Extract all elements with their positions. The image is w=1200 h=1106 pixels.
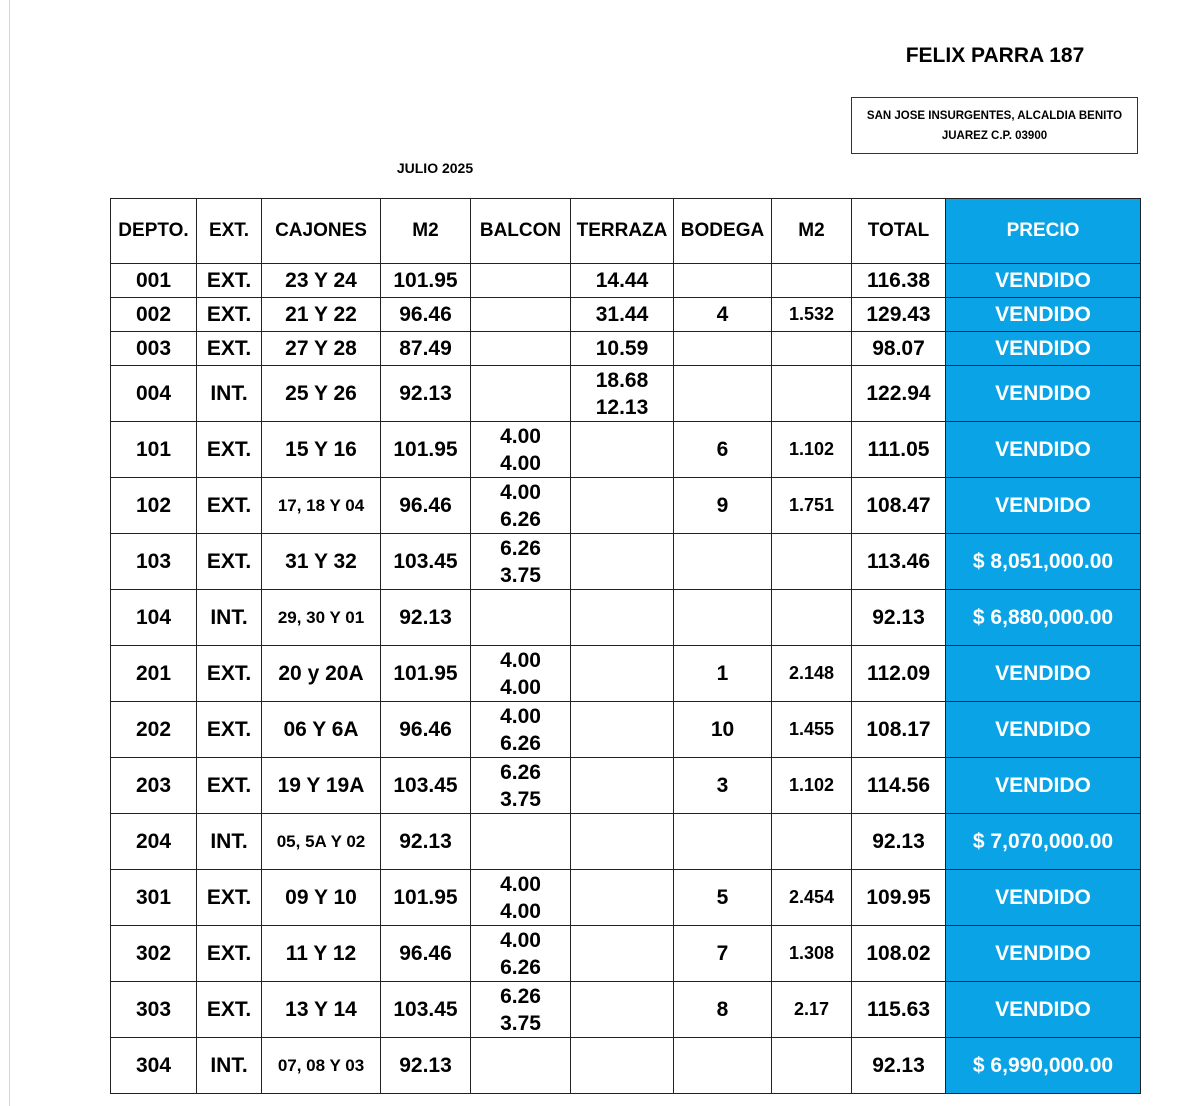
- depto-cell: 002: [111, 298, 197, 332]
- precio-cell: VENDIDO: [946, 298, 1141, 332]
- m2-cell: 92.13: [381, 366, 471, 422]
- balcon-cell-value: 4.00: [500, 424, 541, 448]
- bodega-cell: 7: [674, 926, 772, 982]
- total-cell: 92.13: [852, 1038, 946, 1094]
- table-row: [111, 332, 1141, 366]
- m2-cell: 103.45: [381, 534, 471, 590]
- precio-cell: VENDIDO: [946, 926, 1141, 982]
- m2-cell: 92.13: [381, 814, 471, 870]
- depto-cell: 101: [111, 422, 197, 478]
- depto-cell: 203: [111, 758, 197, 814]
- terraza-cell: [571, 702, 674, 758]
- m2-cell: 96.46: [381, 926, 471, 982]
- total-cell: 129.43: [852, 298, 946, 332]
- address-box: [851, 97, 1138, 154]
- header-ext: EXT.: [197, 199, 262, 264]
- balcon-cell: [471, 478, 571, 534]
- depto-cell: 201: [111, 646, 197, 702]
- cajones-cell: 23 Y 24: [262, 264, 381, 298]
- balcon-cell-value: 4.00: [500, 675, 541, 699]
- bodega-cell: [674, 590, 772, 646]
- precio-cell: VENDIDO: [946, 758, 1141, 814]
- bodega-cell: 1: [674, 646, 772, 702]
- total-cell: 112.09: [852, 646, 946, 702]
- precio-cell: VENDIDO: [946, 422, 1141, 478]
- depto-cell: 301: [111, 870, 197, 926]
- balcon-cell: [471, 264, 571, 298]
- bodega-cell: [674, 366, 772, 422]
- document-title: FELIX PARRA 187: [905, 44, 1085, 67]
- bodega-m2-cell: [772, 590, 852, 646]
- m2-cell: 92.13: [381, 1038, 471, 1094]
- ext-cell: EXT.: [197, 758, 262, 814]
- table-row: [111, 590, 1141, 646]
- balcon-cell-value: 3.75: [500, 563, 541, 587]
- precio-cell: VENDIDO: [946, 702, 1141, 758]
- cajones-cell: 20 y 20A: [262, 646, 381, 702]
- depto-cell: 103: [111, 534, 197, 590]
- header-bodega: BODEGA: [674, 199, 772, 264]
- table-row: [111, 702, 1141, 758]
- m2-cell: 103.45: [381, 758, 471, 814]
- terraza-cell: [571, 982, 674, 1038]
- total-cell: 92.13: [852, 814, 946, 870]
- ext-cell: EXT.: [197, 332, 262, 366]
- ext-cell: EXT.: [197, 926, 262, 982]
- bodega-cell: 10: [674, 702, 772, 758]
- bodega-m2-cell: 1.532: [772, 298, 852, 332]
- table-row: [111, 534, 1141, 590]
- bodega-m2-cell: 1.102: [772, 422, 852, 478]
- ext-cell: INT.: [197, 1038, 262, 1094]
- ext-cell: EXT.: [197, 264, 262, 298]
- balcon-cell-value: 4.00: [500, 872, 541, 896]
- bodega-m2-cell: 1.308: [772, 926, 852, 982]
- precio-cell: VENDIDO: [946, 646, 1141, 702]
- month-label: JULIO 2025: [396, 160, 474, 176]
- total-cell: 115.63: [852, 982, 946, 1038]
- bodega-cell: 5: [674, 870, 772, 926]
- bodega-m2-cell: 2.454: [772, 870, 852, 926]
- cajones-cell: 25 Y 26: [262, 366, 381, 422]
- depto-cell: 001: [111, 264, 197, 298]
- total-cell: 122.94: [852, 366, 946, 422]
- ext-cell: EXT.: [197, 534, 262, 590]
- balcon-cell: [471, 758, 571, 814]
- terraza-cell-value: 12.13: [595, 395, 649, 419]
- depto-cell: 102: [111, 478, 197, 534]
- terraza-cell: [571, 814, 674, 870]
- depto-cell: 202: [111, 702, 197, 758]
- table-row: [111, 758, 1141, 814]
- bodega-cell: 3: [674, 758, 772, 814]
- ext-cell: EXT.: [197, 982, 262, 1038]
- bodega-m2-cell: [772, 264, 852, 298]
- precio-cell: $ 6,990,000.00: [946, 1038, 1141, 1094]
- ext-cell: INT.: [197, 366, 262, 422]
- balcon-cell: [471, 366, 571, 422]
- bodega-m2-cell: [772, 534, 852, 590]
- table-body: [111, 264, 1141, 1094]
- terraza-cell: [571, 870, 674, 926]
- terraza-cell-value: 14.44: [595, 268, 649, 292]
- m2-cell: 87.49: [381, 332, 471, 366]
- ext-cell: EXT.: [197, 298, 262, 332]
- header-depto: DEPTO.: [111, 199, 197, 264]
- bodega-cell: 4: [674, 298, 772, 332]
- balcon-cell: [471, 590, 571, 646]
- precio-cell: $ 6,880,000.00: [946, 590, 1141, 646]
- terraza-cell-value: 10.59: [595, 336, 649, 360]
- total-cell: 108.47: [852, 478, 946, 534]
- m2-cell: 101.95: [381, 646, 471, 702]
- table-row: [111, 870, 1141, 926]
- cajones-cell: 09 Y 10: [262, 870, 381, 926]
- depto-cell: 204: [111, 814, 197, 870]
- ext-cell: EXT.: [197, 478, 262, 534]
- header-bodega-m2: M2: [772, 199, 852, 264]
- ext-cell: EXT.: [197, 702, 262, 758]
- depto-cell: 104: [111, 590, 197, 646]
- balcon-cell-value: 6.26: [500, 507, 541, 531]
- m2-cell: 101.95: [381, 422, 471, 478]
- balcon-cell: [471, 422, 571, 478]
- table-row: [111, 1038, 1141, 1094]
- terraza-cell: [571, 926, 674, 982]
- ext-cell: EXT.: [197, 646, 262, 702]
- terraza-cell: [571, 590, 674, 646]
- terraza-cell: [571, 478, 674, 534]
- cajones-cell: 31 Y 32: [262, 534, 381, 590]
- header-row: [111, 199, 1141, 264]
- cajones-cell: 11 Y 12: [262, 926, 381, 982]
- terraza-cell: [571, 646, 674, 702]
- address-text: SAN JOSE INSURGENTES, ALCALDIA BENITO JUAREZ C.P. 03900: [866, 109, 1123, 142]
- table-row: [111, 264, 1141, 298]
- m2-cell: 101.95: [381, 870, 471, 926]
- m2-cell: 96.46: [381, 298, 471, 332]
- bodega-cell: [674, 534, 772, 590]
- total-cell: 111.05: [852, 422, 946, 478]
- precio-cell: VENDIDO: [946, 870, 1141, 926]
- balcon-cell-value: 4.00: [500, 899, 541, 923]
- balcon-cell: [471, 926, 571, 982]
- total-cell: 108.02: [852, 926, 946, 982]
- balcon-cell: [471, 702, 571, 758]
- total-cell: 98.07: [852, 332, 946, 366]
- bodega-m2-cell: 2.17: [772, 982, 852, 1038]
- balcon-cell: [471, 332, 571, 366]
- bodega-m2-cell: [772, 332, 852, 366]
- precio-cell: VENDIDO: [946, 982, 1141, 1038]
- precio-cell: VENDIDO: [946, 478, 1141, 534]
- ext-cell: EXT.: [197, 870, 262, 926]
- depto-cell: 004: [111, 366, 197, 422]
- terraza-cell: [571, 534, 674, 590]
- terraza-cell: [571, 264, 674, 298]
- bodega-m2-cell: [772, 1038, 852, 1094]
- balcon-cell-value: 4.00: [500, 480, 541, 504]
- m2-cell: 92.13: [381, 590, 471, 646]
- balcon-cell: [471, 646, 571, 702]
- precio-cell: $ 8,051,000.00: [946, 534, 1141, 590]
- m2-cell: 96.46: [381, 702, 471, 758]
- bodega-cell: [674, 814, 772, 870]
- table-row: [111, 646, 1141, 702]
- bodega-m2-cell: [772, 366, 852, 422]
- header-cajones: CAJONES: [262, 199, 381, 264]
- header-balcon: BALCON: [471, 199, 571, 264]
- bodega-cell: [674, 264, 772, 298]
- precio-cell: $ 7,070,000.00: [946, 814, 1141, 870]
- bodega-m2-cell: 1.751: [772, 478, 852, 534]
- balcon-cell: [471, 814, 571, 870]
- header-total: TOTAL: [852, 199, 946, 264]
- cajones-cell: 19 Y 19A: [262, 758, 381, 814]
- table-row: [111, 982, 1141, 1038]
- precio-cell: VENDIDO: [946, 366, 1141, 422]
- cajones-cell: 13 Y 14: [262, 982, 381, 1038]
- ext-cell: EXT.: [197, 422, 262, 478]
- table-row: [111, 422, 1141, 478]
- total-cell: 116.38: [852, 264, 946, 298]
- terraza-cell-value: 18.68: [595, 368, 649, 392]
- balcon-cell-value: 6.26: [500, 760, 541, 784]
- balcon-cell-value: 4.00: [500, 704, 541, 728]
- cajones-cell: 05, 5A Y 02: [262, 814, 381, 870]
- header-m2: M2: [381, 199, 471, 264]
- table-row: [111, 478, 1141, 534]
- terraza-cell: [571, 758, 674, 814]
- balcon-cell: [471, 298, 571, 332]
- table-row: [111, 366, 1141, 422]
- depto-cell: 304: [111, 1038, 197, 1094]
- units-table: [110, 198, 1141, 1094]
- balcon-cell-value: 3.75: [500, 1011, 541, 1035]
- balcon-cell-value: 4.00: [500, 648, 541, 672]
- total-cell: 92.13: [852, 590, 946, 646]
- bodega-m2-cell: 2.148: [772, 646, 852, 702]
- table-row: [111, 926, 1141, 982]
- table-row: [111, 814, 1141, 870]
- m2-cell: 103.45: [381, 982, 471, 1038]
- bodega-m2-cell: 1.102: [772, 758, 852, 814]
- bodega-cell: [674, 332, 772, 366]
- depto-cell: 003: [111, 332, 197, 366]
- balcon-cell-value: 6.26: [500, 536, 541, 560]
- terraza-cell: [571, 1038, 674, 1094]
- header-terraza: TERRAZA: [571, 199, 674, 264]
- m2-cell: 101.95: [381, 264, 471, 298]
- balcon-cell-value: 3.75: [500, 787, 541, 811]
- terraza-cell: [571, 298, 674, 332]
- precio-cell: VENDIDO: [946, 332, 1141, 366]
- cajones-cell: 27 Y 28: [262, 332, 381, 366]
- depto-cell: 303: [111, 982, 197, 1038]
- balcon-cell-value: 4.00: [500, 928, 541, 952]
- cajones-cell: 29, 30 Y 01: [262, 590, 381, 646]
- terraza-cell: [571, 332, 674, 366]
- cajones-cell: 21 Y 22: [262, 298, 381, 332]
- bodega-m2-cell: [772, 814, 852, 870]
- terraza-cell-value: 31.44: [595, 302, 649, 326]
- balcon-cell-value: 6.26: [500, 955, 541, 979]
- bodega-cell: 8: [674, 982, 772, 1038]
- header-precio: PRECIO: [946, 199, 1141, 264]
- balcon-cell: [471, 982, 571, 1038]
- bodega-cell: 6: [674, 422, 772, 478]
- table-row: [111, 298, 1141, 332]
- balcon-cell: [471, 870, 571, 926]
- cajones-cell: 15 Y 16: [262, 422, 381, 478]
- balcon-cell-value: 6.26: [500, 731, 541, 755]
- cajones-cell: 06 Y 6A: [262, 702, 381, 758]
- terraza-cell: [571, 366, 674, 422]
- terraza-cell: [571, 422, 674, 478]
- depto-cell: 302: [111, 926, 197, 982]
- ext-cell: INT.: [197, 590, 262, 646]
- bodega-cell: 9: [674, 478, 772, 534]
- balcon-cell-value: 4.00: [500, 451, 541, 475]
- total-cell: 108.17: [852, 702, 946, 758]
- total-cell: 114.56: [852, 758, 946, 814]
- total-cell: 113.46: [852, 534, 946, 590]
- m2-cell: 96.46: [381, 478, 471, 534]
- bodega-m2-cell: 1.455: [772, 702, 852, 758]
- cajones-cell: 07, 08 Y 03: [262, 1038, 381, 1094]
- precio-cell: VENDIDO: [946, 264, 1141, 298]
- balcon-cell: [471, 1038, 571, 1094]
- ext-cell: INT.: [197, 814, 262, 870]
- total-cell: 109.95: [852, 870, 946, 926]
- bodega-cell: [674, 1038, 772, 1094]
- cajones-cell: 17, 18 Y 04: [262, 478, 381, 534]
- balcon-cell-value: 6.26: [500, 984, 541, 1008]
- balcon-cell: [471, 534, 571, 590]
